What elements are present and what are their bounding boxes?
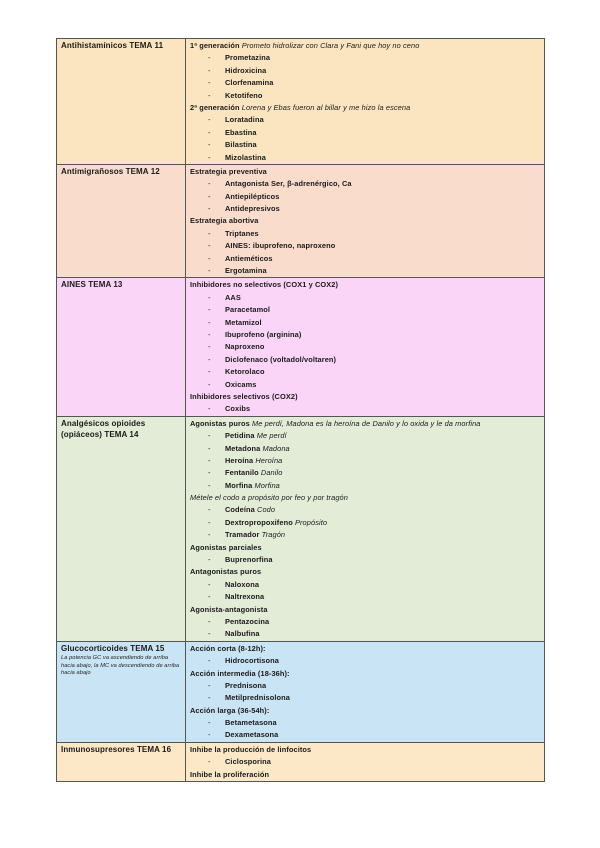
category-cell bbox=[57, 416, 186, 641]
bullet-dash: - bbox=[208, 517, 211, 527]
drug-list-cell bbox=[186, 164, 545, 278]
mnemonic-phrase: Lorena y Ebas fueron al billar y me hizo la escena bbox=[241, 102, 411, 112]
group-heading bbox=[190, 418, 541, 430]
mnemonic-phrase: Métele el codo a propósito por feo y por tragón bbox=[190, 493, 348, 503]
bullet-dash: - bbox=[208, 680, 211, 690]
group-heading-text: Inhibe la producción de linfocitos bbox=[190, 744, 312, 754]
group-heading-text: Estrategia preventiva bbox=[190, 166, 267, 176]
bullet-dash: - bbox=[208, 115, 211, 125]
drug-name: Metamizol bbox=[225, 317, 262, 327]
drug-name: Coxibs bbox=[225, 404, 251, 414]
table-row bbox=[57, 742, 545, 781]
bullet-dash: - bbox=[208, 367, 211, 377]
drug-name: Triptanes bbox=[225, 228, 259, 238]
drug-name: Clorfenamina bbox=[225, 78, 274, 88]
drug-name: Naproxeno bbox=[225, 342, 265, 352]
mnemonic-hint: Tragón bbox=[261, 530, 286, 540]
drug-list-cell bbox=[186, 278, 545, 416]
drug-item-dextropropoxifeno bbox=[190, 517, 541, 529]
drug-name: Ergotamina bbox=[225, 266, 267, 276]
table-row bbox=[57, 164, 545, 278]
bullet-dash: - bbox=[208, 204, 211, 214]
drug-name: Diclofenaco (voltadol/voltaren) bbox=[225, 354, 337, 364]
drug-name: Mizolastina bbox=[225, 152, 266, 162]
drug-name: Hidroxicina bbox=[225, 65, 267, 75]
bullet-dash: - bbox=[208, 90, 211, 100]
mnemonic-hint: Morfina bbox=[254, 480, 280, 490]
drug-item-fentanilo bbox=[190, 467, 541, 479]
drug-name: Loratadina bbox=[225, 115, 264, 125]
drug-item-pentazocina bbox=[190, 616, 541, 628]
category-cell bbox=[57, 278, 186, 416]
table-row bbox=[57, 39, 545, 165]
bullet-dash: - bbox=[208, 616, 211, 626]
bullet-dash: - bbox=[208, 228, 211, 238]
mnemonic-phrase: Prometo hidrolizar con Clara y Fani que hoy no ceno bbox=[241, 41, 420, 50]
mnemonic-hint: Me perdí bbox=[256, 431, 287, 441]
mnemonic-hint: Madona bbox=[262, 443, 290, 453]
drug-name: Fentanilo bbox=[225, 468, 259, 478]
group-heading bbox=[190, 566, 541, 578]
mnemonic-phrase: Me perdí, Madona es la heroína de Danilo y lo oxida y le da morfina bbox=[251, 418, 481, 428]
drug-name: Dextropropoxifeno bbox=[225, 517, 293, 527]
drug-name: Paracetamol bbox=[225, 305, 271, 315]
drug-item-buprenorfina bbox=[190, 554, 541, 566]
bullet-dash: - bbox=[208, 191, 211, 201]
group-heading-text: Agonista-antagonista bbox=[190, 604, 268, 614]
bullet-dash: - bbox=[208, 53, 211, 63]
bullet-dash: - bbox=[208, 592, 211, 602]
category-title: Antihistamínicos TEMA 11 bbox=[61, 41, 164, 50]
bullet-dash: - bbox=[208, 530, 211, 540]
drug-item-loratadina bbox=[190, 114, 541, 126]
drug-item-antiemeticos bbox=[190, 253, 541, 265]
group-heading bbox=[190, 40, 541, 52]
group-heading-text: Acción larga (36-54h): bbox=[190, 705, 270, 715]
drug-item-prednisona bbox=[190, 680, 541, 692]
drug-item-morfina bbox=[190, 480, 541, 492]
table-row bbox=[57, 641, 545, 742]
group-heading bbox=[190, 542, 541, 554]
drug-item-prometazina bbox=[190, 52, 541, 64]
bullet-dash: - bbox=[208, 127, 211, 137]
group-heading bbox=[190, 744, 541, 756]
drug-item-naltrexona bbox=[190, 591, 541, 603]
drug-item-triptanes bbox=[190, 228, 541, 240]
drug-list-cell bbox=[186, 416, 545, 641]
drug-item-hidrocortisona bbox=[190, 655, 541, 667]
bullet-dash: - bbox=[208, 65, 211, 75]
drug-item-metilprednisolona bbox=[190, 692, 541, 704]
drug-name: Nalbufina bbox=[225, 629, 260, 639]
bullet-dash: - bbox=[208, 718, 211, 728]
drug-item-mizolastina bbox=[190, 152, 541, 164]
drug-item-naproxeno bbox=[190, 341, 541, 353]
drug-name: Ciclosporina bbox=[225, 757, 271, 767]
mnemonic-hint: Heroína bbox=[255, 455, 283, 465]
group-heading-text: Estrategia abortiva bbox=[190, 216, 259, 226]
drug-list-cell bbox=[186, 641, 545, 742]
drug-name: Naloxona bbox=[225, 579, 260, 589]
table-row bbox=[57, 278, 545, 416]
group-heading-text: Acción intermedia (18-36h): bbox=[190, 668, 290, 678]
drug-item-bilastina bbox=[190, 139, 541, 151]
category-cell bbox=[57, 39, 186, 165]
group-heading bbox=[190, 215, 541, 227]
drug-item-heroina bbox=[190, 455, 541, 467]
drug-name: Heroína bbox=[225, 455, 254, 465]
category-title: Glucocorticoides TEMA 15 bbox=[61, 643, 165, 653]
drug-name: Antieméticos bbox=[225, 253, 273, 263]
drug-item-nalbufina bbox=[190, 628, 541, 640]
group-heading bbox=[190, 668, 541, 680]
drug-name: AINES: ibuprofeno, naproxeno bbox=[225, 241, 336, 251]
drug-item-hidroxicina bbox=[190, 65, 541, 77]
group-heading-text: Inhibidores no selectivos (COX1 y COX2) bbox=[190, 280, 339, 290]
mnemonic-hint: Propósito bbox=[294, 517, 328, 527]
drug-name: Ketorolaco bbox=[225, 367, 265, 377]
drug-item-aas bbox=[190, 292, 541, 304]
drug-name: Bilastina bbox=[225, 140, 257, 150]
bullet-dash: - bbox=[208, 179, 211, 189]
bullet-dash: - bbox=[208, 404, 211, 414]
table-row bbox=[57, 416, 545, 641]
drug-name: Prednisona bbox=[225, 680, 267, 690]
bullet-dash: - bbox=[208, 354, 211, 364]
bullet-dash: - bbox=[208, 656, 211, 666]
bullet-dash: - bbox=[208, 317, 211, 327]
drug-item-ergotamina bbox=[190, 265, 541, 277]
bullet-dash: - bbox=[208, 266, 211, 276]
drug-item-petidina bbox=[190, 430, 541, 442]
drug-name: Oxicams bbox=[225, 379, 257, 389]
bullet-dash: - bbox=[208, 757, 211, 767]
group-heading bbox=[190, 166, 541, 178]
bullet-dash: - bbox=[208, 579, 211, 589]
drug-item-clorfenamina bbox=[190, 77, 541, 89]
category-title: Inmunosupresores TEMA 16 bbox=[61, 744, 172, 754]
drug-item-tramador bbox=[190, 529, 541, 541]
drug-name: Prometazina bbox=[225, 53, 271, 63]
category-title: AINES TEMA 13 bbox=[61, 280, 123, 290]
bullet-dash: - bbox=[208, 443, 211, 453]
group-heading bbox=[190, 769, 541, 781]
drug-name: Pentazocina bbox=[225, 616, 270, 626]
drug-name: AAS bbox=[225, 292, 241, 302]
drug-name: Ibuprofeno (arginina) bbox=[225, 329, 302, 339]
bullet-dash: - bbox=[208, 693, 211, 703]
drug-item-antidepresivos bbox=[190, 203, 541, 215]
bullet-dash: - bbox=[208, 292, 211, 302]
category-cell bbox=[57, 641, 186, 742]
bullet-dash: - bbox=[208, 253, 211, 263]
category-note: La potencia GC va ascendiendo de arriba hacia abajo, la MC va descendiendo de arriba hacia abajo bbox=[61, 655, 180, 676]
bullet-dash: - bbox=[208, 342, 211, 352]
drug-name: Metadona bbox=[225, 443, 261, 453]
drug-item-diclofenaco-voltadol-voltaren bbox=[190, 354, 541, 366]
group-heading-text: Agonistas puros bbox=[190, 418, 250, 428]
group-heading-text: Antagonistas puros bbox=[190, 567, 262, 577]
drug-item-ketorolaco bbox=[190, 366, 541, 378]
drug-name: Morfina bbox=[225, 480, 253, 490]
bullet-dash: - bbox=[208, 555, 211, 565]
drug-list-cell bbox=[186, 742, 545, 781]
bullet-dash: - bbox=[208, 455, 211, 465]
drug-item-ebastina bbox=[190, 127, 541, 139]
drug-item-codeina bbox=[190, 504, 541, 516]
group-heading-text: Acción corta (8-12h): bbox=[190, 643, 266, 653]
drug-list-cell bbox=[186, 39, 545, 165]
drug-name: Tramador bbox=[225, 530, 260, 540]
drug-item-metamizol bbox=[190, 317, 541, 329]
drug-summary-table bbox=[56, 38, 545, 782]
bullet-dash: - bbox=[208, 379, 211, 389]
bullet-dash: - bbox=[208, 140, 211, 150]
category-title: Antimigrañosos TEMA 12 bbox=[61, 166, 160, 176]
drug-name: Antidepresivos bbox=[225, 204, 280, 214]
category-title: Analgésicos opioides (opiáceos) TEMA 14 bbox=[61, 418, 146, 440]
bullet-dash: - bbox=[208, 629, 211, 639]
category-cell bbox=[57, 164, 186, 278]
group-heading-text: Inhibidores selectivos (COX2) bbox=[190, 391, 298, 401]
group-heading-text: 2ª generación bbox=[190, 102, 240, 112]
group-heading bbox=[190, 391, 541, 403]
drug-name: Ketotifeno bbox=[225, 90, 263, 100]
drug-item-coxibs bbox=[190, 403, 541, 415]
bullet-dash: - bbox=[208, 480, 211, 490]
bullet-dash: - bbox=[208, 241, 211, 251]
drug-item-naloxona bbox=[190, 579, 541, 591]
drug-name: Dexametasona bbox=[225, 730, 279, 740]
drug-item-ciclosporina bbox=[190, 756, 541, 768]
drug-name: Betametasona bbox=[225, 718, 277, 728]
drug-item-antagonista-ser-adrenergico-ca bbox=[190, 178, 541, 190]
drug-name: Codeína bbox=[225, 505, 255, 515]
drug-item-dexametasona bbox=[190, 729, 541, 741]
bullet-dash: - bbox=[208, 431, 211, 441]
bullet-dash: - bbox=[208, 730, 211, 740]
group-heading-text: Agonistas parciales bbox=[190, 542, 262, 552]
drug-item-metadona bbox=[190, 443, 541, 455]
group-heading bbox=[190, 643, 541, 655]
drug-name: Naltrexona bbox=[225, 592, 265, 602]
drug-item-oxicams bbox=[190, 379, 541, 391]
group-heading-text: 1ª generación bbox=[190, 41, 240, 50]
bullet-dash: - bbox=[208, 305, 211, 315]
bullet-dash: - bbox=[208, 505, 211, 515]
drug-name: Buprenorfina bbox=[225, 555, 273, 565]
bullet-dash: - bbox=[208, 329, 211, 339]
drug-name: Antagonista Ser, β-adrenérgico, Ca bbox=[225, 179, 352, 189]
category-cell bbox=[57, 742, 186, 781]
mnemonic-line bbox=[190, 492, 541, 504]
drug-item-aines-ibuprofeno-naproxeno bbox=[190, 240, 541, 252]
drug-item-ibuprofeno-arginina bbox=[190, 329, 541, 341]
drug-item-ketotifeno bbox=[190, 90, 541, 102]
bullet-dash: - bbox=[208, 78, 211, 88]
drug-name: Metilprednisolona bbox=[225, 693, 290, 703]
mnemonic-hint: Codo bbox=[257, 505, 276, 515]
group-heading bbox=[190, 604, 541, 616]
group-heading-text: Inhibe la proliferación bbox=[190, 769, 270, 779]
drug-item-paracetamol bbox=[190, 304, 541, 316]
mnemonic-hint: Danilo bbox=[260, 468, 283, 478]
bullet-dash: - bbox=[208, 152, 211, 162]
drug-name: Petidina bbox=[225, 431, 255, 441]
group-heading bbox=[190, 705, 541, 717]
drug-name: Ebastina bbox=[225, 127, 257, 137]
drug-name: Hidrocortisona bbox=[225, 656, 279, 666]
drug-item-antiepilepticos bbox=[190, 191, 541, 203]
group-heading bbox=[190, 102, 541, 114]
group-heading bbox=[190, 279, 541, 291]
drug-name: Antiepilépticos bbox=[225, 191, 280, 201]
bullet-dash: - bbox=[208, 468, 211, 478]
drug-item-betametasona bbox=[190, 717, 541, 729]
